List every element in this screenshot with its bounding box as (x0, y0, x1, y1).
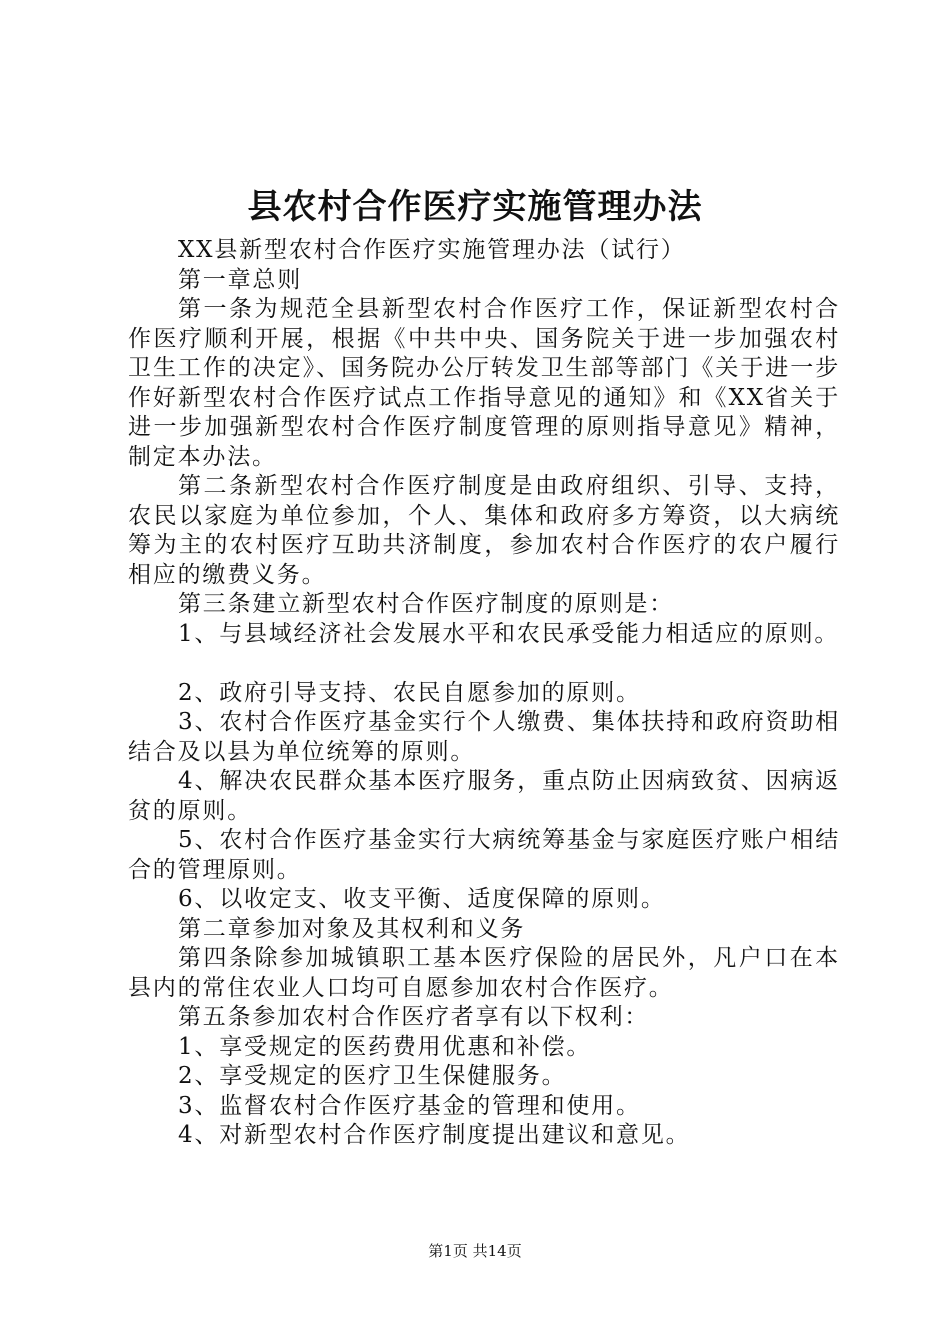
list-item: 4、解决农民群众基本医疗服务，重点防止因病致贫、因病返贫的原则。 (128, 768, 840, 824)
list-item: 2、享受规定的医疗卫生保健服务。 (178, 1063, 567, 1089)
list-item: 2、政府引导支持、农民自愿参加的原则。 (178, 679, 641, 706)
list-item: 3、农村合作医疗基金实行个人缴费、集体扶持和政府资助相结合及以县为单位统筹的原则。 (128, 709, 840, 765)
article-paragraph: 第二条新型农村合作医疗制度是由政府组织、引导、支持，农民以家庭为单位参加，个人、集体和政府多方筹资，以大病统筹为主的农村医疗互助共济制度，参加农村合作医疗的农户履行相应的缴费义务。 (128, 473, 840, 588)
document-title: 县农村合作医疗实施管理办法 (247, 187, 703, 227)
list-item: 4、对新型农村合作医疗制度提出建议和意见。 (178, 1122, 691, 1148)
article-paragraph: 第四条除参加城镇职工基本医疗保险的居民外，凡户口在本县内的常住农业人口均可自愿参加农村合作医疗。 (128, 945, 840, 1001)
chapter-heading: 第一章总则 (178, 266, 302, 293)
article-paragraph: 第一条为规范全县新型农村合作医疗工作，保证新型农村合作医疗顺利开展，根据《中共中央、国务院关于进一步加强农村卫生工作的决定》、国务院办公厅转发卫生部等部门《关于进一步作好新型农村合作医疗试点工作指导意见的通知》和《XX省关于进一步加强新型农村合作医疗制度管理的原则指导意见》精神，制定本办法。 (128, 296, 840, 470)
chapter-heading: 第二章参加对象及其权利和义务 (178, 915, 526, 942)
list-item: 5、农村合作医疗基金实行大病统筹基金与家庭医疗账户相结合的管理原则。 (128, 827, 840, 883)
list-item: 1、享受规定的医药费用优惠和补偿。 (178, 1033, 592, 1060)
article-paragraph: 第五条参加农村合作医疗者享有以下权利： (178, 1004, 650, 1030)
article-paragraph: 第三条建立新型农村合作医疗制度的原则是： (178, 591, 674, 617)
list-item: 6、以收定支、收支平衡、适度保障的原则。 (178, 886, 666, 912)
document-subtitle: XX县新型农村合作医疗实施管理办法（试行） (178, 237, 686, 263)
list-item: 1、与县域经济社会发展水平和农民承受能力相适应的原则。 (178, 620, 840, 647)
list-item: 3、监督农村合作医疗基金的管理和使用。 (178, 1092, 641, 1119)
document-body (128, 236, 840, 1151)
page-number-footer: 第1页 共14页 (428, 1242, 522, 1260)
